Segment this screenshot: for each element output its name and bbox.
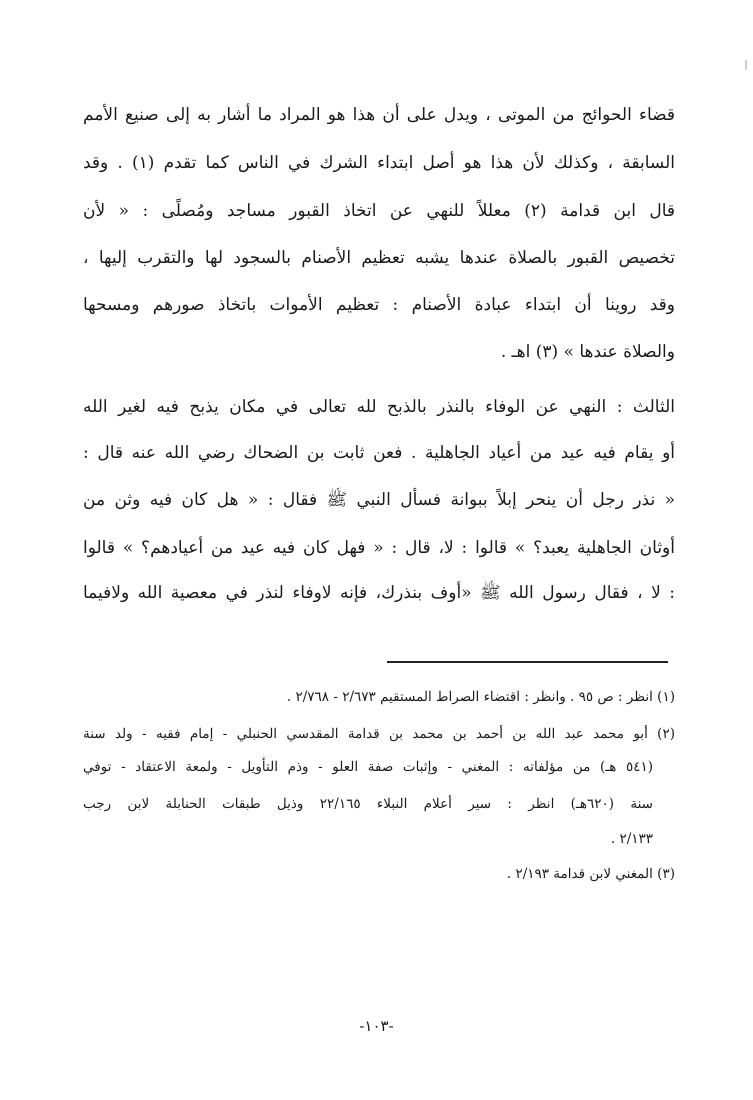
body-line-7: الثالث : النهي عن الوفاء بالنذر بالذبح لله تعالى في مكان يذبح فيه لغير الله [83,397,675,417]
body-line-3: قال ابن قدامة (٢) معللاً للنهي عن اتخاذ القبور مساجد ومُصلًى : « لأن [83,201,675,221]
body-line-6: والصلاة عندها » (٣) اهـ . [500,342,675,362]
footnote-2-line-2: (٥٤١ هـ) من مؤلفاته : المغني - وإثبات صفة العلو - وذم التأويل - ولمعة الاعتقاد - توفي [83,759,653,775]
footnote-2-line-3: سنة (٦٢٠هـ) انظر : سير أعلام النبلاء ٢٢/١٦٥ وذيل طبقات الحنابلة لابن رجب [83,796,653,812]
footnote-3: (٣) المغني لابن قدامة ٢/١٩٣ . [506,866,675,882]
body-line-1: قضاء الحوائج من الموتى ، ويدل على أن هذا هو المراد ما أشار به إلى صنيع الأمم [83,105,675,125]
scan-edge-mark [745,60,747,70]
footnote-2-line-4: ٢/١٣٣ . [610,831,653,847]
body-line-2: السابقة ، وكذلك لأن هذا هو أصل ابتداء الشرك في الناس كما تقدم (١) . وقد [83,153,675,173]
body-line-4: تخصيص القبور بالصلاة عندها يشبه تعظيم الأصنام بالسجود لها والتقرب إليها ، [83,248,675,268]
footnote-1: (١) انظر : ص ٩٥ . وانظر : اقتضاء الصراط المستقيم ٢/٦٧٣ - ٢/٧٦٨ . [286,689,675,705]
body-line-9: « نذر رجل أن ينحر إبلاً ببوانة فسأل النبي ﷺ فقال : « هل كان فيه وثن من [83,490,675,510]
footnote-2-line-1: (٢) أبو محمد عبد الله بن أحمد بن محمد بن قدامة المقدسي الحنبلي - إمام فقيه - ولد سنة [83,726,675,742]
body-line-11: : لا ، فقال رسول الله ﷺ «أوف بنذرك، فإنه لاوفاء لنذر في معصية الله ولافيما [83,583,675,603]
page-number: -١٠٣- [359,1017,394,1035]
footnote-separator [387,661,668,663]
body-line-8: أو يقام فيه عيد من أعياد الجاهلية . فعن ثابت بن الضحاك رضي الله عنه قال : [83,443,675,463]
body-line-10: أوثان الجاهلية يعبد؟ » قالوا : لا، قال : « فهل كان فيه عيد من أعيادهم؟ » قالوا [83,538,675,558]
body-line-5: وقد روينا أن ابتداء عبادة الأصنام : تعظيم الأموات باتخاذ صورهم ومسحها [83,295,675,315]
